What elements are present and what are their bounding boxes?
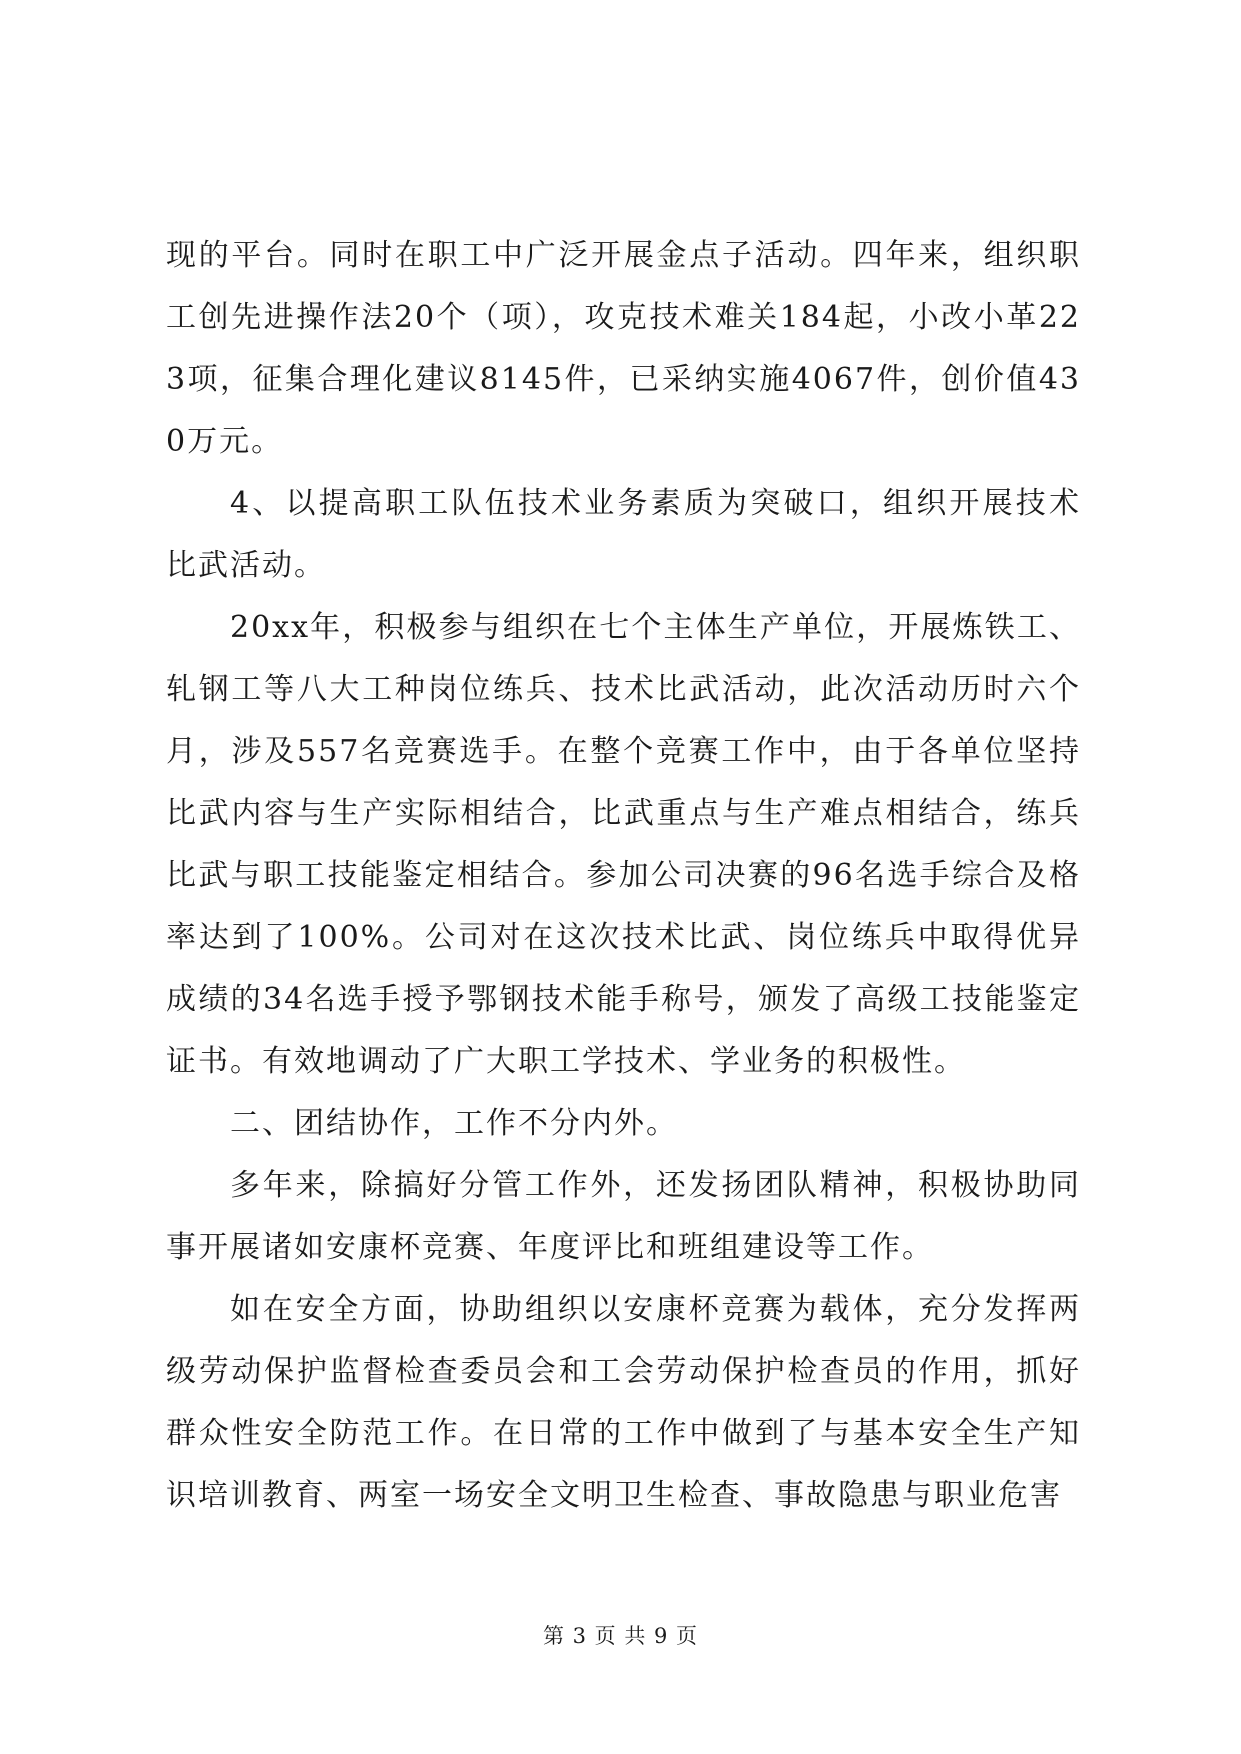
document-body [166, 225, 1081, 1527]
paragraph-5: 多年来，除搞好分管工作外，还发扬团队精神，积极协助同事开展诸如安康杯竞赛、年度评比和班组建设等工作。 [166, 1168, 1081, 1265]
paragraph-2: 4、以提高职工队伍技术业务素质为突破口，组织开展技术比武活动。 [166, 486, 1081, 583]
paragraph-1: 现的平台。同时在职工中广泛开展金点子活动。四年来，组织职工创先进操作法20个（项），攻克技术难关184起，小改小革223项，征集合理化建议8145件，已采纳实施4067件，创价值430万元。 [166, 238, 1081, 459]
paragraph-3: 20xx年，积极参与组织在七个主体生产单位，开展炼铁工、轧钢工等八大工种岗位练兵、技术比武活动，此次活动历时六个月，涉及557名竞赛选手。在整个竞赛工作中，由于各单位坚持比武内容与生产实际相结合，比武重点与生产难点相结合，练兵比武与职工技能鉴定相结合。参加公司决赛的96名选手综合及格率达到了100%。公司对在这次技术比武、岗位练兵中取得优异成绩的34名选手授予鄂钢技术能手称号，颁发了高级工技能鉴定证书。有效地调动了广大职工学技术、学业务的积极性。 [166, 610, 1081, 1079]
paragraph-6: 如在安全方面，协助组织以安康杯竞赛为载体，充分发挥两级劳动保护监督检查委员会和工会劳动保护检查员的作用，抓好群众性安全防范工作。在日常的工作中做到了与基本安全生产知识培训教育、两室一场安全文明卫生检查、事故隐患与职业危害 [166, 1292, 1081, 1513]
paragraph-4: 二、团结协作，工作不分内外。 [230, 1106, 678, 1141]
page-footer: 第 3 页 共 9 页 [542, 1624, 699, 1648]
